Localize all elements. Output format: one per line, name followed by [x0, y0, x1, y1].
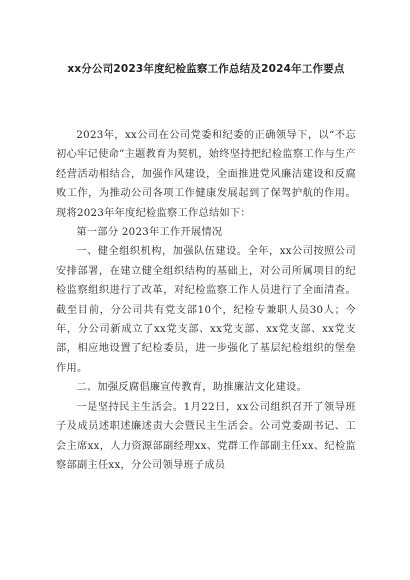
section-two-first-paragraph: 一是坚持民主生活会。1月22日，xx公司组织召开了领导班子及成员述职述廉述责大会暨民主生活会。公司党委副书记、工会主席xx，人力资源部副经理xx、党群工作部副主任xx、纪检监察部副主任xx，分公司领导班子成员 — [56, 401, 356, 471]
intro-paragraph: 2023年，xx公司在公司党委和纪委的正确领导下，以“不忘初心牢记使命”主题教育为契机，始终坚持把纪检监察工作与生产经营活动相结合，加强作风建设，全面推进党风廉洁建设和反腐败工作，为推动公司各项工作健康发展起到了保驾护航的作用。现将2023年年度纪检监察工作总结如下： — [56, 130, 356, 219]
section-one-paragraph: 一、健全组织机构，加强队伍建设。全年，xx公司按照公司安排部署，在建立健全组织结构的基础上，对公司所属项目的纪检监察组织进行了改革，对纪检监察工作人员进行了全面清查。截至目前，分公司共有党支部10个，纪检专兼职人员30人；今年，分公司新成立了xx党支部、xx党支部、xx党支部、xx党支部，相应地设置了纪检委员，进一步强化了基层纪检组织的堡垒作用。 — [56, 246, 356, 374]
section-two-heading: 二、加强反腐倡廉宣传教育，助推廉洁文化建设。 — [76, 382, 308, 394]
part-one-heading: 第一部分 2023年工作开展情况 — [76, 227, 223, 239]
document-title: xx分公司2023年度纪检监察工作总结及2024年工作要点 — [67, 63, 345, 75]
